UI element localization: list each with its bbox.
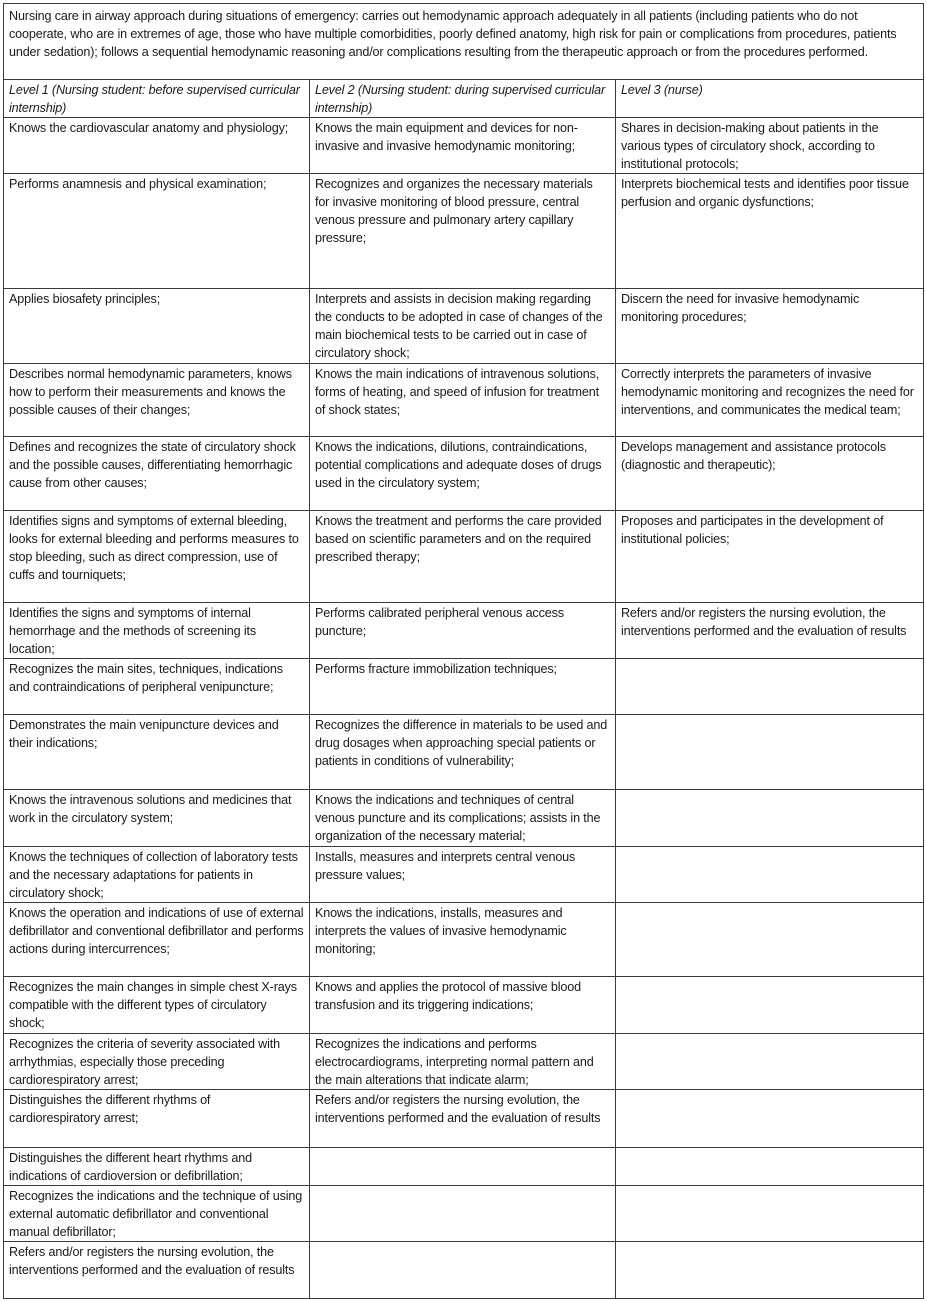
- level-1-cell: Applies biosafety principles;: [4, 289, 310, 364]
- table-row: [4, 1034, 924, 1090]
- level-3-cell: Develops management and assistance protocols (diagnostic and therapeutic);: [615, 437, 923, 511]
- level-1-cell: Describes normal hemodynamic parameters, knows how to perform their measurements and knows the possible causes of their changes;: [4, 364, 310, 437]
- level-1-cell: Performs anamnesis and physical examination;: [4, 174, 310, 289]
- level-2-cell: [309, 1148, 615, 1186]
- level-2-cell: Recognizes the difference in materials to be used and drug dosages when approaching special patients or patients in conditions of vulnerability;: [309, 715, 615, 790]
- level-1-cell: Recognizes the criteria of severity associated with arrhythmias, especially those preceding cardiorespiratory arrest;: [4, 1034, 310, 1090]
- level-3-cell: [615, 977, 923, 1034]
- level-1-cell: Recognizes the indications and the technique of using external automatic defibrillator and conventional manual defibrillator;: [4, 1186, 310, 1242]
- level-2-cell: [309, 1242, 615, 1299]
- level-1-cell: Refers and/or registers the nursing evolution, the interventions performed and the evaluation of results: [4, 1242, 310, 1299]
- table-row: [4, 715, 924, 790]
- table-row: [4, 847, 924, 903]
- table-row: [4, 903, 924, 977]
- table-row: [4, 1242, 924, 1299]
- level-1-cell: Identifies the signs and symptoms of internal hemorrhage and the methods of screening its location;: [4, 603, 310, 659]
- header-level-3: Level 3 (nurse): [615, 80, 923, 118]
- table-title-row: [4, 4, 924, 80]
- level-3-cell: [615, 1148, 923, 1186]
- level-2-cell: Performs calibrated peripheral venous access puncture;: [309, 603, 615, 659]
- table-header-row: [4, 80, 924, 118]
- level-1-cell: Identifies signs and symptoms of external bleeding, looks for external bleeding and performs measures to stop bleeding, such as direct compression, use of cuffs and tourniquets;: [4, 511, 310, 603]
- table-row: [4, 1148, 924, 1186]
- level-1-cell: Distinguishes the different heart rhythms and indications of cardioversion or defibrillation;: [4, 1148, 310, 1186]
- level-2-cell: Refers and/or registers the nursing evolution, the interventions performed and the evaluation of results: [309, 1090, 615, 1148]
- level-2-cell: Knows the indications, installs, measures and interprets the values of invasive hemodynamic monitoring;: [309, 903, 615, 977]
- level-3-cell: [615, 1034, 923, 1090]
- level-3-cell: [615, 847, 923, 903]
- level-3-cell: [615, 659, 923, 715]
- table-row: [4, 977, 924, 1034]
- table-row: [4, 790, 924, 847]
- level-1-cell: Knows the cardiovascular anatomy and physiology;: [4, 118, 310, 174]
- table-row: [4, 1090, 924, 1148]
- level-2-cell: Knows the treatment and performs the care provided based on scientific parameters and on the required prescribed therapy;: [309, 511, 615, 603]
- level-2-cell: Knows the main equipment and devices for non-invasive and invasive hemodynamic monitoring;: [309, 118, 615, 174]
- level-1-cell: Knows the techniques of collection of laboratory tests and the necessary adaptations for patients in circulatory shock;: [4, 847, 310, 903]
- level-1-cell: Defines and recognizes the state of circulatory shock and the possible causes, differentiating hemorrhagic cause from other causes;: [4, 437, 310, 511]
- level-1-cell: Demonstrates the main venipuncture devices and their indications;: [4, 715, 310, 790]
- level-3-cell: [615, 903, 923, 977]
- level-3-cell: Proposes and participates in the development of institutional policies;: [615, 511, 923, 603]
- level-3-cell: Shares in decision-making about patients in the various types of circulatory shock, according to institutional protocols;: [615, 118, 923, 174]
- level-3-cell: [615, 790, 923, 847]
- table-row: [4, 511, 924, 603]
- table-row: [4, 289, 924, 364]
- level-2-cell: Interprets and assists in decision making regarding the conducts to be adopted in case of changes of the main biochemical tests to be carried out in case of circulatory shock;: [309, 289, 615, 364]
- level-2-cell: Knows the main indications of intravenous solutions, forms of heating, and speed of infusion for treatment of shock states;: [309, 364, 615, 437]
- table-title: Nursing care in airway approach during situations of emergency: carries out hemodynamic approach adequately in all patients (including patients who do not cooperate, who are in extremes of age, those who have multiple comorbidities, poorly defined anatomy, high risk for pain or complications from procedures, patients under sedation); follows a sequential hemodynamic reasoning and/or complications resulting from the therapeutic approach or from the procedures performed.: [4, 4, 924, 80]
- table-row: [4, 437, 924, 511]
- header-level-2: Level 2 (Nursing student: during supervised curricular internship): [309, 80, 615, 118]
- level-3-cell: Correctly interprets the parameters of invasive hemodynamic monitoring and recognizes the need for interventions, and communicates the medical team;: [615, 364, 923, 437]
- table-row: [4, 174, 924, 289]
- table-row: [4, 1186, 924, 1242]
- level-2-cell: [309, 1186, 615, 1242]
- level-1-cell: Knows the intravenous solutions and medicines that work in the circulatory system;: [4, 790, 310, 847]
- level-3-cell: [615, 1090, 923, 1148]
- level-1-cell: Distinguishes the different rhythms of cardiorespiratory arrest;: [4, 1090, 310, 1148]
- level-2-cell: Recognizes and organizes the necessary materials for invasive monitoring of blood pressure, central venous pressure and pulmonary artery capillary pressure;: [309, 174, 615, 289]
- level-3-cell: Interprets biochemical tests and identifies poor tissue perfusion and organic dysfunctions;: [615, 174, 923, 289]
- table-row: [4, 603, 924, 659]
- level-3-cell: [615, 715, 923, 790]
- level-2-cell: Knows the indications, dilutions, contraindications, potential complications and adequate doses of drugs used in the circulatory system;: [309, 437, 615, 511]
- level-2-cell: Recognizes the indications and performs electrocardiograms, interpreting normal pattern and the main alterations that indicate alarm;: [309, 1034, 615, 1090]
- table-row: [4, 659, 924, 715]
- level-3-cell: Discern the need for invasive hemodynamic monitoring procedures;: [615, 289, 923, 364]
- level-2-cell: Knows the indications and techniques of central venous puncture and its complications; assists in the organization of the necessary material;: [309, 790, 615, 847]
- level-1-cell: Recognizes the main changes in simple chest X-rays compatible with the different types of circulatory shock;: [4, 977, 310, 1034]
- level-3-cell: [615, 1242, 923, 1299]
- table-row: [4, 118, 924, 174]
- header-level-1: Level 1 (Nursing student: before supervised curricular internship): [4, 80, 310, 118]
- level-2-cell: Performs fracture immobilization techniques;: [309, 659, 615, 715]
- level-3-cell: [615, 1186, 923, 1242]
- level-1-cell: Knows the operation and indications of use of external defibrillator and conventional defibrillator and performs actions during intercurrences;: [4, 903, 310, 977]
- level-3-cell: Refers and/or registers the nursing evolution, the interventions performed and the evaluation of results: [615, 603, 923, 659]
- competency-table: [3, 3, 924, 1299]
- level-1-cell: Recognizes the main sites, techniques, indications and contraindications of peripheral venipuncture;: [4, 659, 310, 715]
- level-2-cell: Installs, measures and interprets central venous pressure values;: [309, 847, 615, 903]
- table-row: [4, 364, 924, 437]
- level-2-cell: Knows and applies the protocol of massive blood transfusion and its triggering indications;: [309, 977, 615, 1034]
